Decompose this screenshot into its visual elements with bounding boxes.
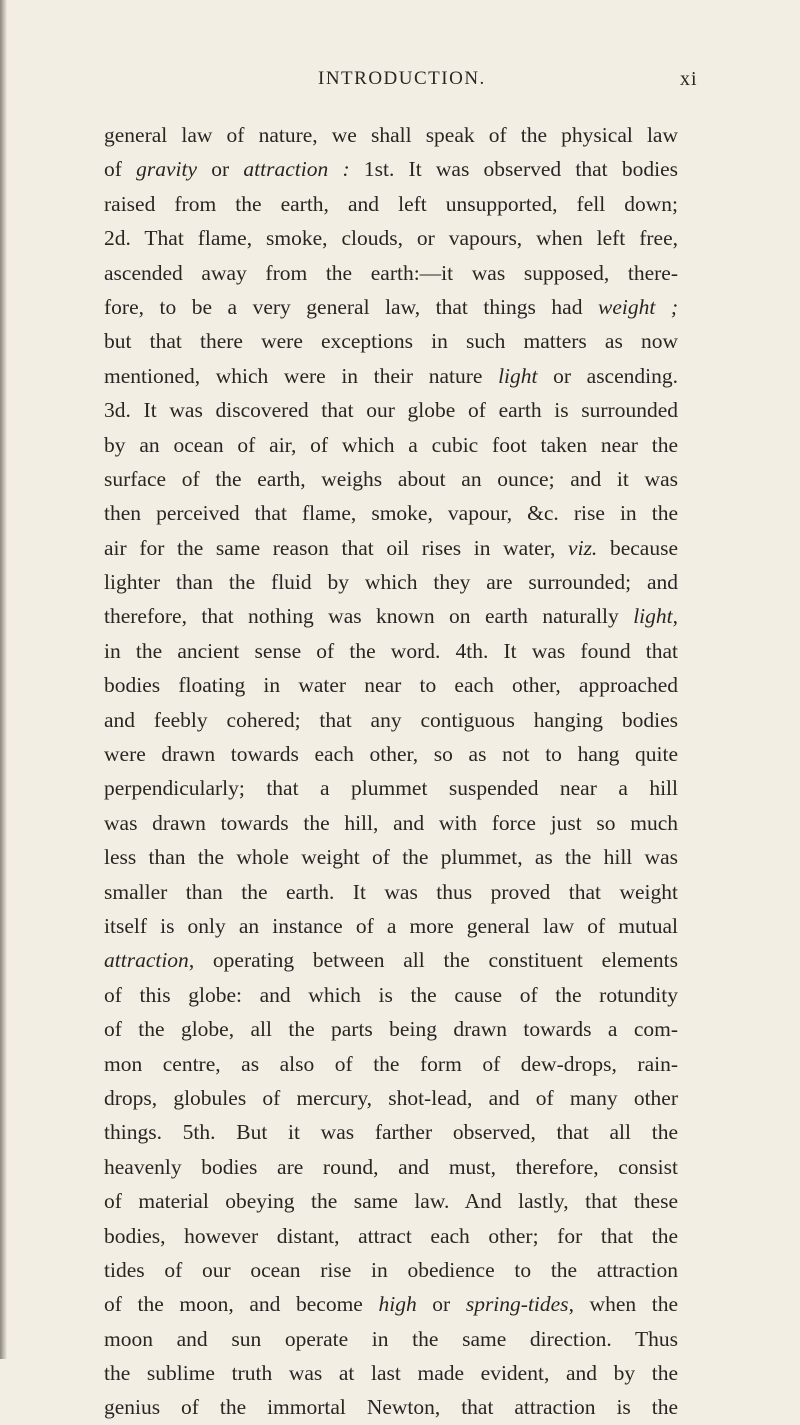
text-line: mon centre, as also of the form of dew-drops, rain- xyxy=(104,1051,678,1076)
text-line: ascended away from the earth:—it was supposed, there- xyxy=(104,260,678,285)
text-line: therefore, that nothing was known on earth naturally light, xyxy=(104,604,678,629)
text-line: of the moon, and become high or spring-tides, when the xyxy=(104,1292,678,1317)
text-line: of this globe: and which is the cause of the rotundity xyxy=(104,982,678,1007)
text-line: bodies floating in water near to each other, approached xyxy=(104,673,678,698)
italic-term: attraction xyxy=(104,948,189,973)
text-line: things. 5th. But it was farther observed, that all the xyxy=(104,1120,678,1145)
text-line: of gravity or attraction : 1st. It was observed that bodies xyxy=(104,157,678,182)
page-number: xi xyxy=(680,68,698,90)
text-line: moon and sun operate in the same direction. Thus xyxy=(104,1326,678,1351)
text-line: heavenly bodies are round, and must, therefore, consist xyxy=(104,1154,678,1179)
italic-term: high xyxy=(378,1292,417,1317)
text-line: 2d. That flame, smoke, clouds, or vapours, when left free, xyxy=(104,226,678,251)
italic-term: light xyxy=(498,363,538,388)
text-line: surface of the earth, weighs about an ounce; and it was xyxy=(104,466,678,491)
text-line: in the ancient sense of the word. 4th. It was found that xyxy=(104,638,678,663)
text-line: general law of nature, we shall speak of the physical law xyxy=(104,123,678,147)
text-line: perpendicularly; that a plummet suspended near a hill xyxy=(104,776,678,801)
text-line: drops, globules of mercury, shot-lead, and of many other xyxy=(104,1085,678,1110)
text-line: of the globe, all the parts being drawn towards a com- xyxy=(104,1017,678,1042)
running-title: INTRODUCTION. xyxy=(318,68,486,89)
text-line: and feebly cohered; that any contiguous hanging bodies xyxy=(104,707,678,732)
italic-term: spring-tides xyxy=(465,1292,569,1317)
text-line: tides of our ocean rise in obedience to the attraction xyxy=(104,1257,678,1282)
italic-term: weight ; xyxy=(597,294,678,319)
text-line: by an ocean of air, of which a cubic foot taken near the xyxy=(104,432,678,457)
text-line: was drawn towards the hill, and with force just so much xyxy=(104,810,678,835)
text-line: itself is only an instance of a more general law of mutual xyxy=(104,913,678,938)
text-line: attraction, operating between all the constituent elements xyxy=(104,948,678,973)
text-line: 3d. It was discovered that our globe of earth is surrounded xyxy=(104,398,678,423)
text-line: less than the whole weight of the plummet, as the hill was xyxy=(104,845,678,870)
text-line: the sublime truth was at last made evident, and by the xyxy=(104,1361,678,1386)
running-head xyxy=(0,68,800,98)
body-text xyxy=(104,118,678,1425)
text-line: of material obeying the same law. And lastly, that these xyxy=(104,1189,678,1214)
text-line: genius of the immortal Newton, that attraction is the xyxy=(104,1395,678,1420)
italic-term: light xyxy=(633,604,673,629)
text-line: then perceived that flame, smoke, vapour, &c. rise in the xyxy=(104,501,678,526)
text-line: lighter than the fluid by which they are surrounded; and xyxy=(104,570,678,595)
text-line: raised from the earth, and left unsupported, fell down; xyxy=(104,191,678,216)
text-line: air for the same reason that oil rises in water, viz. because xyxy=(104,535,678,560)
text-line: fore, to be a very general law, that things had weight ; xyxy=(104,294,678,319)
text-line: smaller than the earth. It was thus proved that weight xyxy=(104,879,678,904)
text-line: but that there were exceptions in such matters as now xyxy=(104,329,678,354)
italic-term: viz. xyxy=(568,535,598,560)
text-line: were drawn towards each other, so as not to hang quite xyxy=(104,742,678,767)
italic-term: attraction : xyxy=(243,157,350,182)
text-line: bodies, however distant, attract each other; for that the xyxy=(104,1223,678,1248)
page-edge-shadow xyxy=(0,0,7,1359)
text-line: mentioned, which were in their nature light or ascending. xyxy=(104,363,678,388)
italic-term: gravity xyxy=(136,157,198,182)
